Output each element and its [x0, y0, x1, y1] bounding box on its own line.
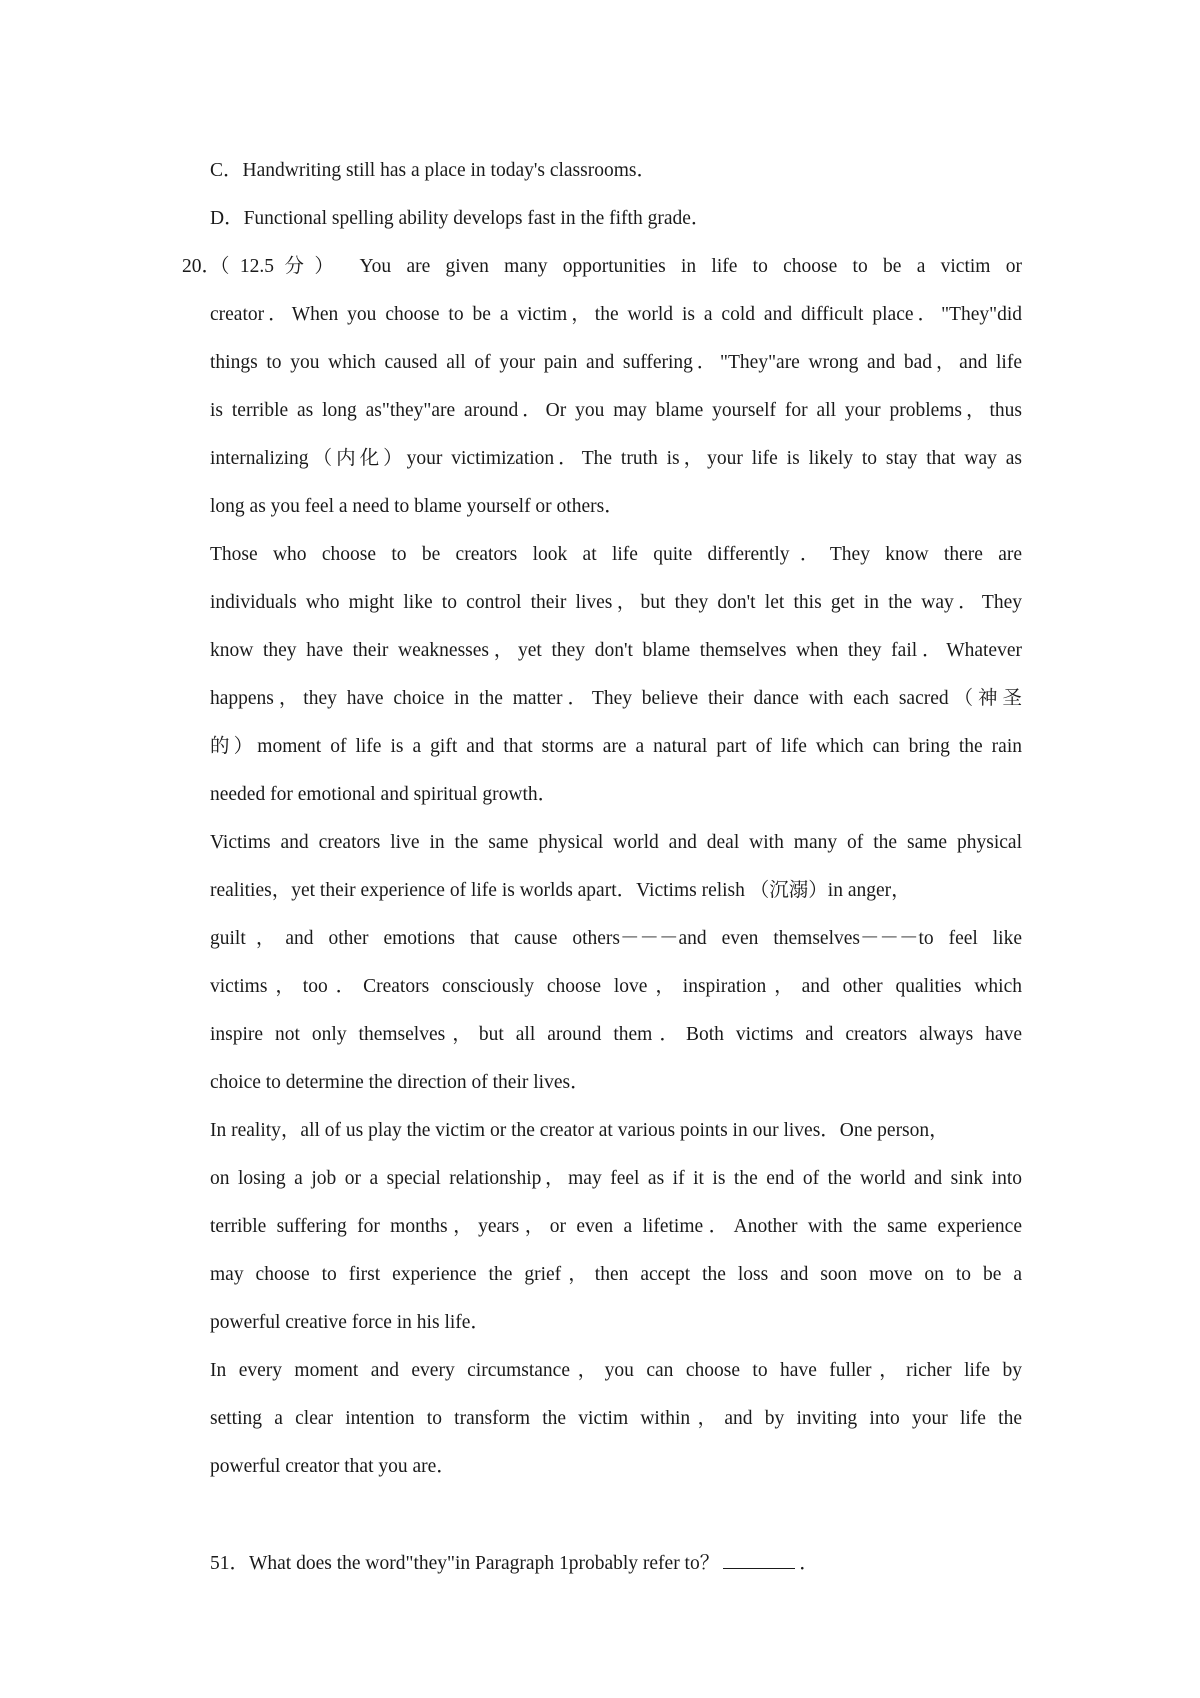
paragraph-5-line: powerful creator that you are． [210, 1456, 456, 1477]
paragraph-3-line: victims，too．Creators consciously choose love，inspiration，and other qualities which [210, 976, 1022, 997]
paragraph-3-line: guilt，and other emotions that cause others－－－and even themselves－－－to feel like [210, 928, 1022, 949]
paragraph-4-line: on losing a job or a special relationship，may feel as if it is the end of the world and sink into [210, 1168, 1022, 1189]
paragraph-2-line: happens，they have choice in the matter．They believe their dance with each sacred（神圣 [210, 688, 1022, 709]
paragraph-1-line: is terrible as long as"they"are around．Or you may blame yourself for all your problems，thus [210, 400, 1022, 421]
paragraph-2-line: needed for emotional and spiritual growth． [210, 784, 558, 805]
question-number: 20． [182, 256, 222, 277]
paragraph-2-line: individuals who might like to control their lives，but they don't let this get in the way．They [210, 592, 1022, 613]
paragraph-2-line: Those who choose to be creators look at life quite differently．They know there are [210, 544, 1022, 565]
paragraph-3-line: choice to determine the direction of their lives． [210, 1072, 590, 1093]
paragraph-2-line: know they have their weaknesses，yet they don't blame themselves when they fail．Whatever [210, 640, 1022, 661]
paragraph-4-line: may choose to first experience the grief，then accept the loss and soon move on to be a [210, 1264, 1022, 1285]
paragraph-1-line: things to you which caused all of your pain and suffering．"They"are wrong and bad，and life [210, 352, 1022, 373]
paragraph-2-line: 的）moment of life is a gift and that storms are a natural part of life which can bring the rain [210, 736, 1022, 757]
paragraph-1-line: long as you feel a need to blame yourself or others． [210, 496, 624, 517]
paragraph-4-line: In reality，all of us play the victim or the creator at various points in our lives．One person， [210, 1120, 949, 1141]
question-first-line: （12.5分） You are given many opportunities in life to choose to be a victim or [210, 256, 1022, 277]
option-d: D．Functional spelling ability develops fast in the fifth grade． [210, 208, 711, 229]
paragraph-3-line: inspire not only themselves，but all around them．Both victims and creators always have [210, 1024, 1022, 1045]
answer-blank[interactable] [723, 1550, 795, 1569]
paragraph-5-line: In every moment and every circumstance，you can choose to have fuller，richer life by [210, 1360, 1022, 1381]
paragraph-1-line: creator．When you choose to be a victim，the world is a cold and difficult place．"They"did [210, 304, 1022, 325]
paragraph-4-line: terrible suffering for months，years，or even a lifetime．Another with the same experience [210, 1216, 1022, 1237]
paragraph-3-line: realities，yet their experience of life is worlds apart．Victims relish （沉溺）in anger， [210, 880, 911, 901]
sub-question-text: 51．What does the word"they"in Paragraph 1probably refer to？ [210, 1553, 720, 1574]
paragraph-4-line: powerful creative force in his life． [210, 1312, 490, 1333]
sub-question-51 [210, 1550, 1022, 1576]
paragraph-5-line: setting a clear intention to transform the victim within，and by inviting into your life the [210, 1408, 1022, 1429]
option-c: C．Handwriting still has a place in today's classrooms． [210, 160, 656, 181]
paragraph-3-line: Victims and creators live in the same physical world and deal with many of the same physical [210, 832, 1022, 853]
sub-question-end: ． [799, 1553, 819, 1574]
paragraph-1-line: internalizing（内化）your victimization．The truth is，your life is likely to stay that way as [210, 448, 1022, 469]
